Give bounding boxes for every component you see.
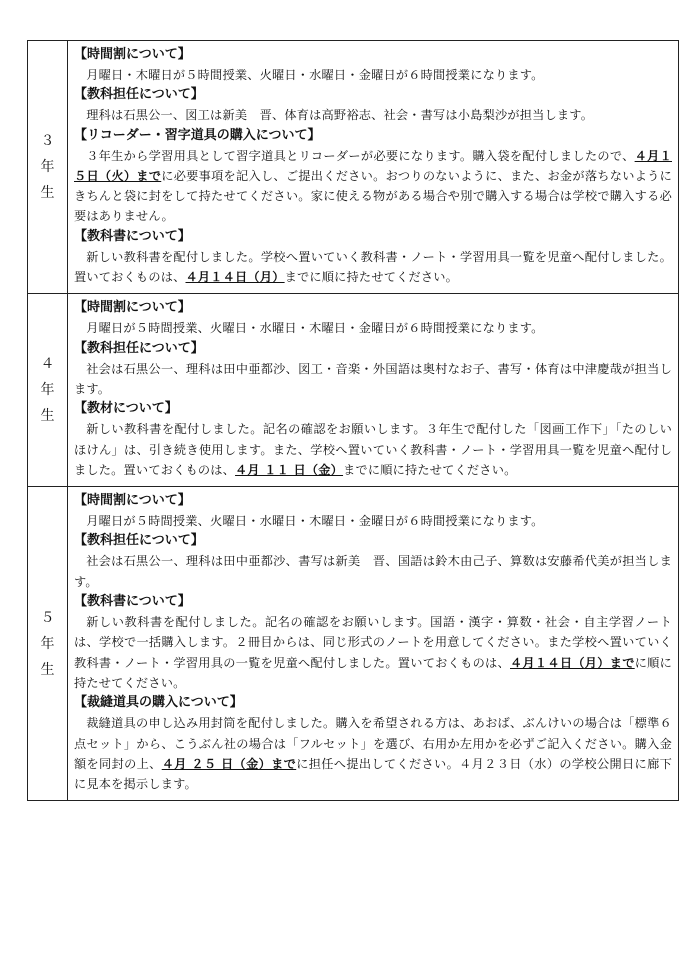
deadline-date: ４月１５日（火）まで	[74, 148, 672, 183]
grade-label-char: 生	[40, 661, 55, 678]
grade-content-cell	[68, 487, 679, 801]
deadline-date: ４月 １１ 日（金）	[235, 462, 344, 477]
grade-label-char: ４	[40, 356, 55, 373]
grade-label-char: ３	[40, 133, 55, 150]
grade-label-char: 年	[40, 635, 55, 652]
body-text: ３年生から学習用具として習字道具とリコーダーが必要になります。購入袋を配付しましたので、	[86, 148, 635, 163]
section-title: 【時間割について】	[74, 300, 191, 316]
section-body	[74, 359, 672, 400]
grade-row	[28, 294, 679, 487]
grade-label-cell	[28, 41, 68, 294]
deadline-date: ４月１４日（月）まで	[510, 655, 635, 670]
section-title: 【教科担任について】	[74, 340, 204, 356]
body-text: 新しい教科書を配付しました。記名の確認をお願いします。国語・漢字・算数・社会・自主学習ノートは、学校で一括購入します。２冊目からは、同じ形式のノートを用意してください。また学校へ置いていく教科書・ノート・学習用具の一覧を児童へ配付しました。置いておくものは、	[74, 615, 672, 670]
body-text: に担任へ提出してください。４月２３日（水）の学校公開日に廊下に見本を掲示します。	[74, 756, 672, 792]
section-title: 【時間割について】	[74, 493, 191, 509]
grade-label	[40, 351, 56, 429]
grade-label-char: 生	[40, 408, 55, 425]
body-text: 新しい教科書を配付しました。学校へ置いていく教科書・ノート・学習用具一覧を児童へ配付しました。置いておくものは、	[74, 249, 672, 285]
body-text: 社会は石黒公一、理科は田中亜都沙、図工・音楽・外国語は奥村なお子、書写・体育は中津慶哉が担当します。	[74, 361, 672, 396]
grade-row	[28, 41, 679, 294]
section-title: 【教科書について】	[74, 228, 191, 244]
section-title: 【裁縫道具の購入について】	[74, 695, 243, 711]
grade-label-char: 年	[40, 159, 55, 176]
body-text: までに順に持たせてください。	[284, 270, 459, 285]
body-text: 新しい教科書を配付しました。記名の確認をお願いします。３年生で配付した「図画工作下」「たのしいほけん」は、引き続き使用します。また、学校へ置いていく教科書・ノート・学習用具一覧を児童へ配付しました。置いておくものは、	[74, 422, 672, 477]
deadline-date: ４月 ２５ 日（金）まで	[161, 756, 297, 771]
body-text: に必要事項を記入し、ご提出ください。おつりのないように、また、お金が落ちないようにきちんと袋に封をして持たせてください。家に使える物がある場合や別で購入する場合は学校で購入する必要はありません。	[74, 168, 673, 224]
grade-label	[40, 128, 56, 206]
section-title: 【教科書について】	[74, 594, 191, 610]
grade-content-cell	[68, 41, 679, 294]
body-text: 理科は石黒公一、図工は新美 晋、体育は高野裕志、社会・書写は小島梨沙が担当します。	[86, 108, 594, 123]
body-text: 裁縫道具の申し込み用封筒を配付しました。購入を希望される方は、あおば、ぶんけいの場合は「標準６点セット」から、こうぶん社の場合は「フルセット」を選び、右用か左用かを必ずご記入ください。購入金額を同封の上、	[74, 716, 672, 771]
section-body	[74, 612, 672, 693]
notice-sheet	[27, 40, 679, 801]
section-title: 【教科担任について】	[74, 533, 204, 549]
section-body	[74, 551, 672, 592]
body-text: 月曜日・木曜日が５時間授業、火曜日・水曜日・金曜日が６時間授業になります。	[86, 68, 544, 82]
body-text: 月曜日が５時間授業、火曜日・水曜日・木曜日・金曜日が６時間授業になります。	[86, 321, 544, 336]
body-text: 社会は石黒公一、理科は田中亜都沙、書写は新美 晋、国語は鈴木由己子、算数は安藤希代美が担当します。	[74, 554, 672, 589]
grade-label-char: ５	[40, 609, 55, 626]
grade-content-cell	[68, 294, 679, 487]
section-body	[74, 511, 672, 531]
grade-table	[27, 40, 679, 801]
grade-label-cell	[28, 487, 68, 801]
section-title: 【時間割について】	[74, 47, 191, 62]
section-title: 【教材について】	[74, 401, 178, 417]
section-body	[74, 247, 672, 288]
section-body	[74, 318, 672, 338]
section-body	[74, 419, 672, 480]
section-title: 【リコーダー・習字道具の購入について】	[74, 127, 321, 143]
grade-label-cell	[28, 294, 68, 487]
section-body	[74, 105, 672, 125]
grade-row	[28, 487, 679, 801]
grade-label	[40, 605, 56, 683]
body-text: に順に持たせてください。	[74, 655, 673, 690]
deadline-date: ４月１４日（月）	[185, 270, 285, 285]
section-body	[74, 146, 672, 227]
section-title: 【教科担任について】	[74, 87, 204, 103]
body-text: までに順に持たせてください。	[343, 462, 517, 477]
grade-label-char: 年	[40, 382, 55, 399]
section-body	[74, 65, 672, 85]
body-text: 月曜日が５時間授業、火曜日・水曜日・木曜日・金曜日が６時間授業になります。	[86, 514, 544, 529]
section-body	[74, 713, 672, 794]
grade-label-char: 生	[40, 185, 55, 202]
